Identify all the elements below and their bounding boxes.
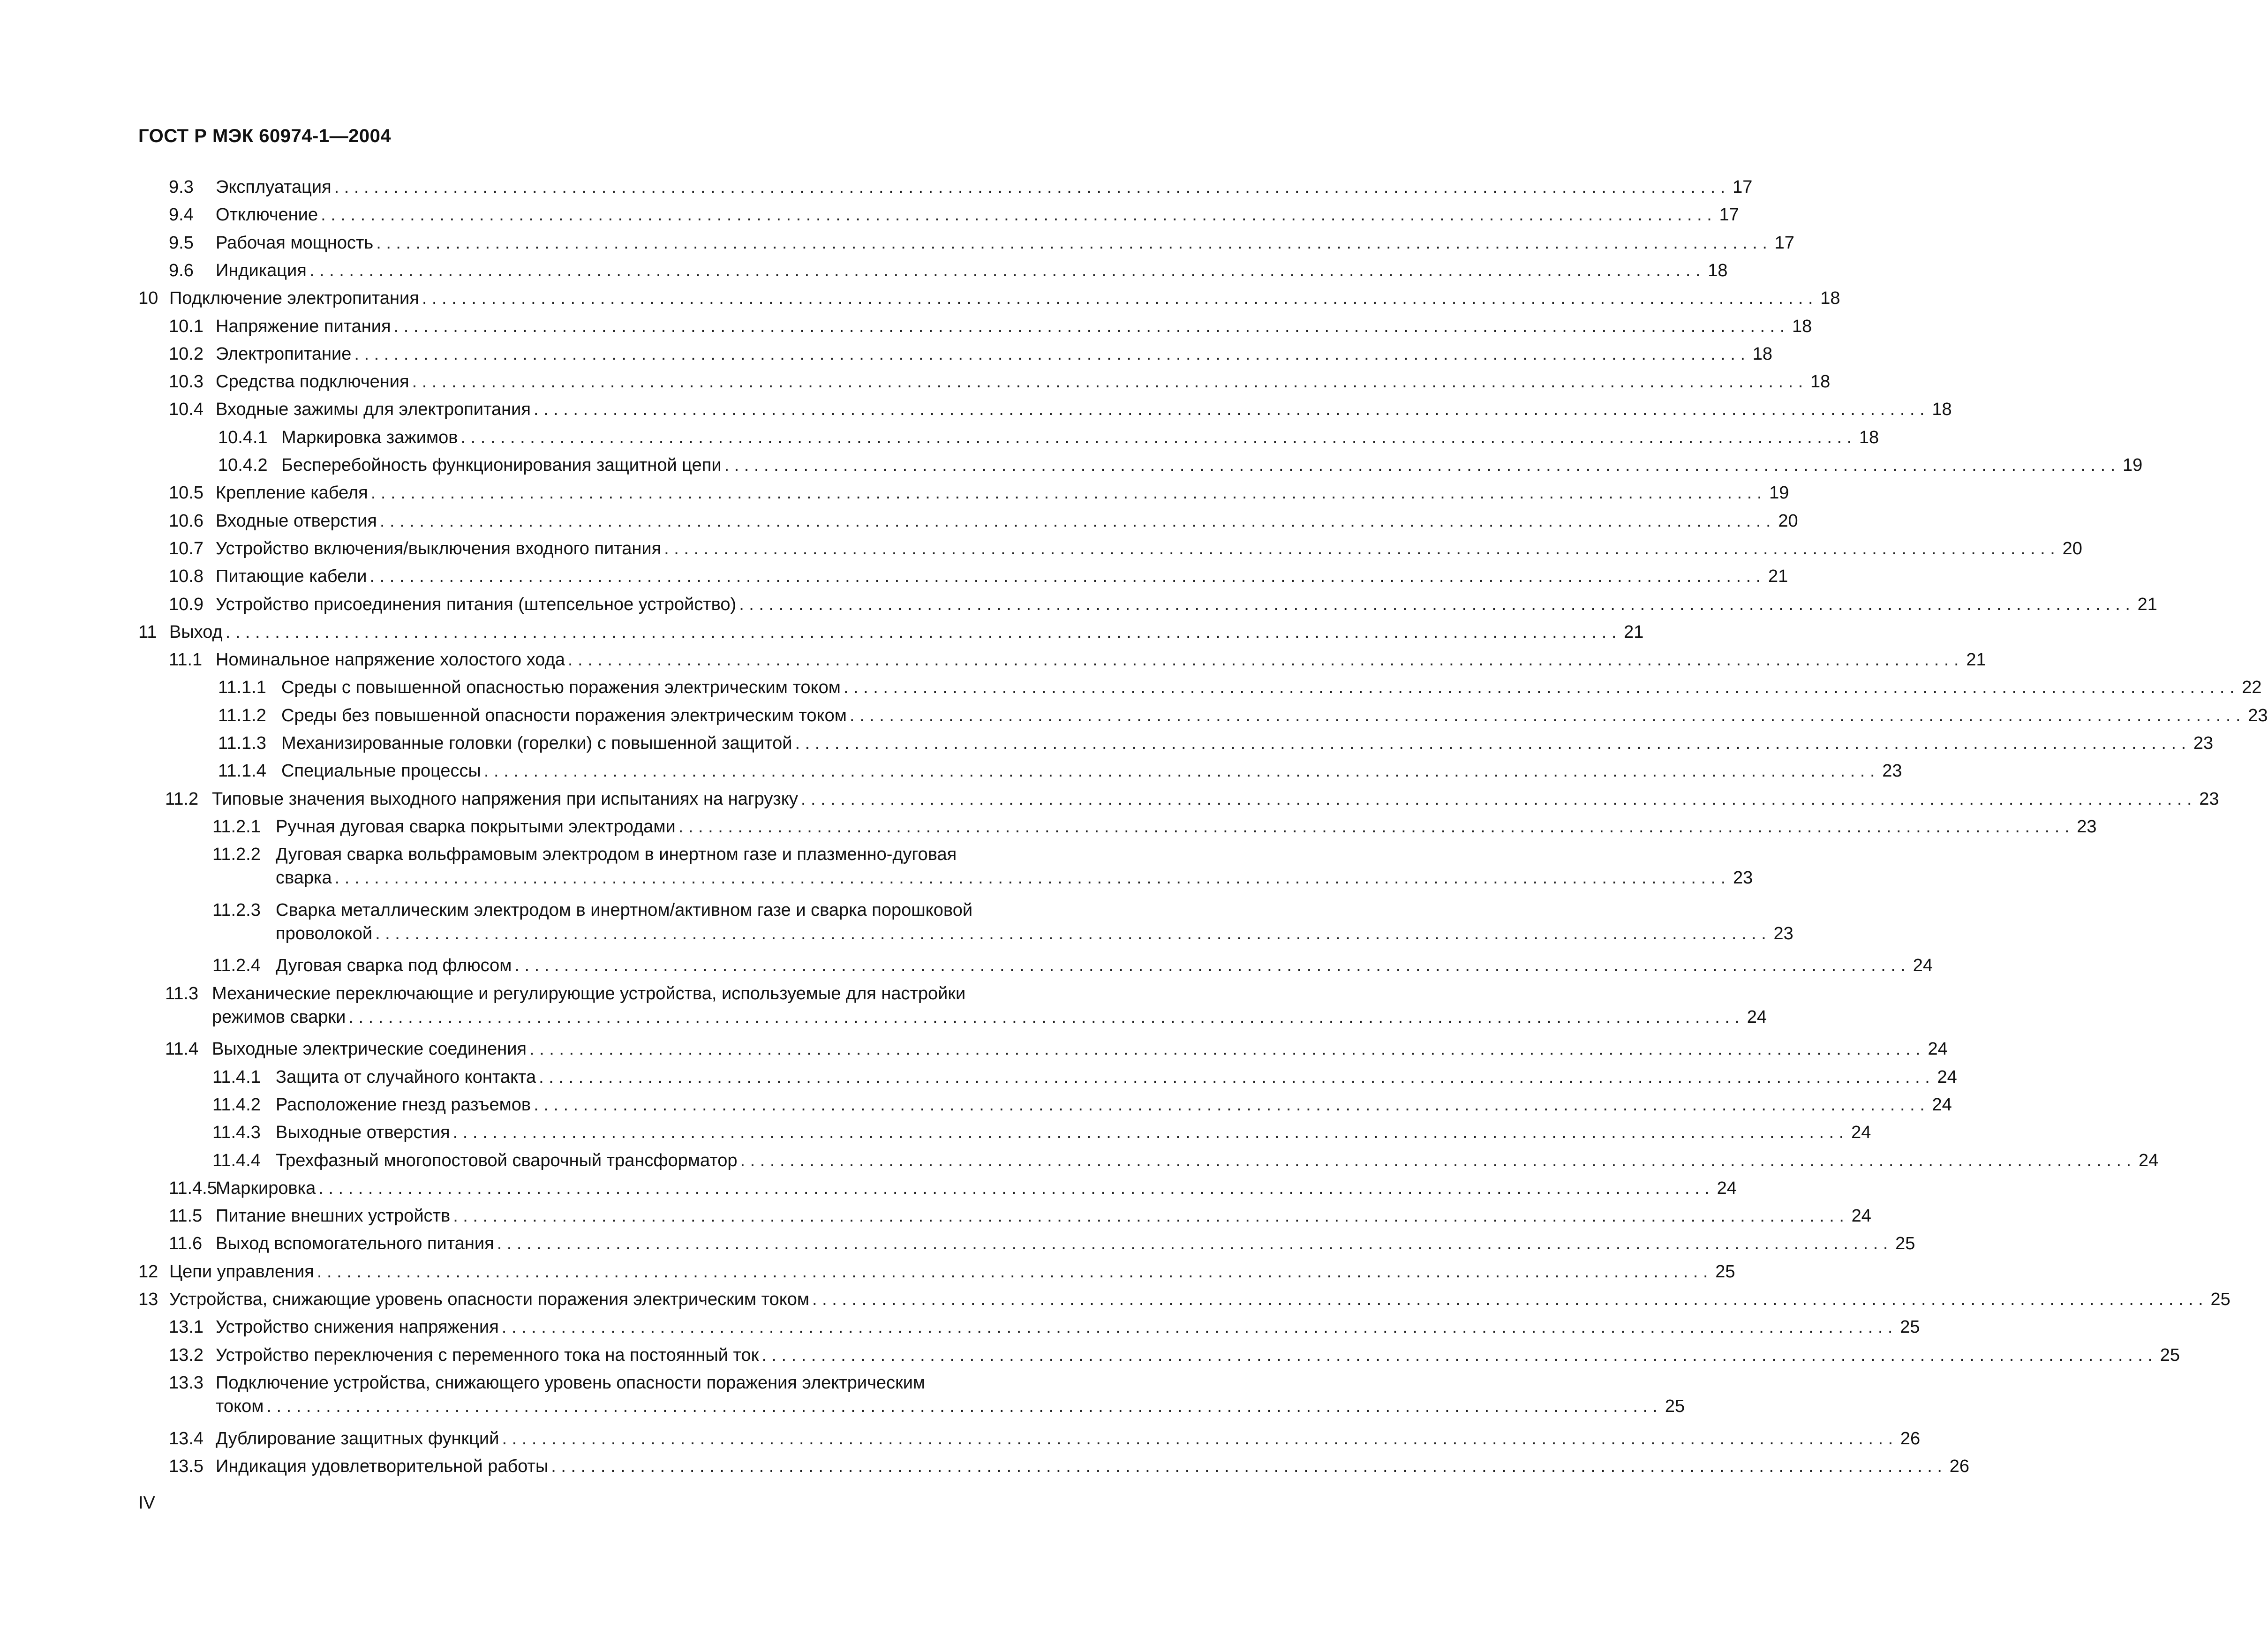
toc-entry-page: 26 xyxy=(1949,1456,1969,1476)
toc-entry xyxy=(165,1037,1948,1062)
toc-entry xyxy=(169,481,1789,506)
dot-leader xyxy=(226,620,1617,644)
toc-entry-title: Среды с повышенной опасностью поражения электрическим током xyxy=(281,678,841,698)
toc-entry-number: 9.4 xyxy=(169,205,194,225)
toc-entry xyxy=(212,898,1793,951)
toc-entry xyxy=(169,537,2082,561)
toc-entry-number: 10.5 xyxy=(169,483,203,503)
toc-entry-title: Механические переключающие и регулирующие устройства, используемые для настройки xyxy=(212,983,966,1004)
toc-entry-page: 18 xyxy=(1820,288,1840,309)
toc-entry-number: 11.4.4 xyxy=(212,1150,261,1170)
toc-entry-number: 13.3 xyxy=(169,1373,203,1393)
dot-leader xyxy=(724,453,2116,477)
dot-leader xyxy=(318,1177,1710,1200)
toc-entry-number: 11.5 xyxy=(169,1206,203,1226)
toc-entry-title: Подключение электропитания xyxy=(169,288,419,309)
toc-entry-number: 10.7 xyxy=(169,538,203,558)
toc-entry xyxy=(169,342,1773,367)
toc-entry-page: 25 xyxy=(1715,1261,1735,1282)
toc-entry xyxy=(138,287,1840,311)
dot-leader xyxy=(354,342,1745,366)
toc-entry-page: 21 xyxy=(1966,650,1986,670)
toc-entry-page: 24 xyxy=(1851,1206,1871,1226)
toc-entry-title: Бесперебойность функционирования защитной цепи xyxy=(281,455,722,475)
toc-entry xyxy=(212,1121,1871,1145)
toc-entry-page: 25 xyxy=(2160,1345,2180,1365)
toc-entry xyxy=(138,1260,1735,1284)
dot-leader xyxy=(370,565,1761,588)
toc-entry-page: 23 xyxy=(1882,761,1902,781)
toc-entry-number: 11.3 xyxy=(165,983,199,1004)
dot-leader xyxy=(380,509,1771,533)
toc-entry xyxy=(169,1371,1685,1424)
toc-entry-page: 18 xyxy=(1810,372,1831,392)
toc-entry xyxy=(169,175,1753,200)
toc-entry-page: 24 xyxy=(2138,1150,2159,1170)
toc-entry-page: 24 xyxy=(1747,1007,1767,1027)
toc-entry-title: Расположение гнезд разъемов xyxy=(276,1094,531,1115)
dot-leader xyxy=(502,1315,1893,1339)
toc-entry-title: Индикация xyxy=(216,260,307,280)
toc-entry-number: 11.2.2 xyxy=(212,845,261,865)
toc-entry xyxy=(169,203,1739,227)
toc-entry-number: 10.6 xyxy=(169,511,203,531)
toc-entry-number: 9.3 xyxy=(169,177,194,197)
toc-entry xyxy=(138,620,1644,645)
toc-entry-number: 13.4 xyxy=(169,1428,203,1449)
toc-entry xyxy=(212,1065,1957,1090)
toc-entry-page: 20 xyxy=(2062,538,2082,558)
toc-entry xyxy=(169,1315,1920,1340)
toc-entry-page: 24 xyxy=(1928,1039,1948,1059)
toc-entry-page: 24 xyxy=(1932,1094,1952,1115)
toc-entry-number: 10.4.1 xyxy=(218,427,268,447)
toc-entry-page: 25 xyxy=(2210,1290,2230,1309)
toc-entry-title: Эксплуатация xyxy=(216,177,332,197)
toc-entry-title: Индикация удовлетворительной работы xyxy=(216,1456,549,1476)
toc-entry-number: 11.4.5 xyxy=(169,1178,217,1198)
toc-entry-number: 13.1 xyxy=(169,1317,203,1337)
toc-entry-page: 23 xyxy=(1773,923,1793,943)
toc-entry-title: Крепление кабеля xyxy=(216,483,368,503)
toc-entry-number: 11.1.2 xyxy=(218,705,266,725)
toc-entry xyxy=(212,1093,1952,1117)
toc-entry xyxy=(169,259,1728,283)
page-number-footer: IV xyxy=(138,1493,155,1513)
toc-entry-number: 11 xyxy=(138,622,157,642)
toc-entry xyxy=(169,315,1812,339)
dot-leader xyxy=(551,1455,1942,1478)
toc-entry-title: Напряжение питания xyxy=(216,316,391,336)
toc-entry-page: 20 xyxy=(1778,511,1798,531)
toc-entry-title: Устройство включения/выключения входного питания xyxy=(216,538,662,558)
toc-entry-number: 10.8 xyxy=(169,566,203,587)
toc-entry xyxy=(169,565,1788,589)
toc-entry-title: проволокой xyxy=(276,923,373,943)
dot-leader xyxy=(484,759,1875,783)
toc-entry xyxy=(169,1427,1921,1451)
toc-entry-page: 23 xyxy=(1733,868,1753,888)
toc-entry-title: Выход вспомогательного питания xyxy=(216,1234,494,1254)
toc-entry-number: 11.4.3 xyxy=(212,1123,261,1143)
toc-entry-number: 13 xyxy=(138,1290,158,1309)
toc-entry-number: 11.1 xyxy=(169,650,203,670)
toc-entry-page: 25 xyxy=(1895,1234,1915,1254)
dot-leader xyxy=(317,1260,1708,1283)
dot-leader xyxy=(335,866,1726,890)
toc-entry-title: Выходные отверстия xyxy=(276,1123,450,1143)
toc-entry-number: 13.2 xyxy=(169,1345,203,1365)
dot-leader xyxy=(266,1395,1658,1418)
toc-entry xyxy=(169,231,1794,256)
toc-entry-number: 10 xyxy=(138,288,158,309)
toc-entry-number: 11.2.4 xyxy=(212,956,261,976)
toc-entry-title: Трехфазный многопостовой сварочный трансформатор xyxy=(276,1150,738,1170)
toc-entry-number: 12 xyxy=(138,1261,158,1282)
toc-entry-title: Устройство присоединения питания (штепсельное устройство) xyxy=(216,594,737,614)
toc-entry-page: 25 xyxy=(1900,1317,1920,1337)
dot-leader xyxy=(371,481,1762,505)
dot-leader xyxy=(514,954,1906,977)
dot-leader xyxy=(375,922,1766,945)
toc-entry-title: Питание внешних устройств xyxy=(216,1206,451,1226)
toc-entry xyxy=(169,593,2157,617)
toc-entry-title: Защита от случайного контакта xyxy=(276,1067,536,1087)
toc-entry-number: 11.2.3 xyxy=(212,900,261,920)
document-header: ГОСТ Р МЭК 60974-1—2004 xyxy=(138,126,392,146)
toc-entry-title: Устройство переключения с переменного тока на постоянный ток xyxy=(216,1345,759,1365)
toc-entry xyxy=(218,759,1902,784)
toc-entry-title: Номинальное напряжение холостого хода xyxy=(216,650,565,670)
dot-leader xyxy=(850,704,2241,727)
toc-entry xyxy=(218,676,2262,700)
toc-entry xyxy=(212,815,2097,839)
toc-entry-page: 21 xyxy=(1624,622,1644,642)
toc-entry xyxy=(212,954,1933,978)
toc-entry-title: Маркировка xyxy=(216,1178,316,1198)
toc-entry xyxy=(169,509,1798,534)
dot-leader xyxy=(502,1427,1893,1450)
toc-entry-page: 18 xyxy=(1708,260,1728,280)
dot-leader xyxy=(460,426,1852,449)
toc-entry-page: 23 xyxy=(2193,733,2214,753)
toc-entry-title: Сварка металлическим электродом в инертном/активном газе и сварка порошковой xyxy=(276,900,973,920)
toc-entry xyxy=(169,1177,1737,1201)
toc-entry-page: 19 xyxy=(1769,483,1789,503)
toc-entry-page: 18 xyxy=(1792,316,1812,336)
toc-entry xyxy=(138,1288,2230,1312)
toc-entry-number: 10.4.2 xyxy=(218,455,268,475)
toc-entry-number: 11.2 xyxy=(165,789,199,809)
toc-entry-page: 24 xyxy=(1851,1123,1871,1143)
toc-entry-page: 23 xyxy=(2077,816,2097,837)
dot-leader xyxy=(497,1232,1888,1255)
dot-leader xyxy=(412,370,1803,393)
toc-entry-page: 18 xyxy=(1932,400,1952,420)
toc-entry-number: 13.5 xyxy=(169,1456,203,1476)
dot-leader xyxy=(453,1121,1844,1144)
toc-entry-title: Устройство снижения напряжения xyxy=(216,1317,499,1337)
toc-entry-title: Цепи управления xyxy=(169,1261,314,1282)
toc-entry-title: Дуговая сварка вольфрамовым электродом в инертном газе и плазменно-дуговая xyxy=(276,845,957,865)
toc-entry-number: 10.3 xyxy=(169,372,203,392)
toc-entry-title: Маркировка зажимов xyxy=(281,427,458,447)
toc-entry xyxy=(165,787,2219,812)
toc-entry xyxy=(169,648,1986,672)
dot-leader xyxy=(453,1204,1844,1228)
toc-entry-title: Среды без повышенной опасности поражения электрическим током xyxy=(281,705,847,725)
dot-leader xyxy=(740,1149,2132,1172)
toc-entry-page: 19 xyxy=(2122,455,2143,475)
toc-entry-number: 10.9 xyxy=(169,594,203,614)
dot-leader xyxy=(422,287,1813,310)
dot-leader xyxy=(761,1343,2153,1367)
toc-entry xyxy=(218,426,1879,450)
dot-leader xyxy=(534,398,1925,421)
toc-entry xyxy=(218,453,2143,478)
toc-entry-page: 24 xyxy=(1937,1067,1957,1087)
toc-entry-number: 11.1.3 xyxy=(218,733,266,753)
toc-entry-title: Подключение устройства, снижающего уровень опасности поражения электрическим xyxy=(216,1373,926,1393)
toc-entry-title: Рабочая мощность xyxy=(216,233,374,253)
dot-leader xyxy=(394,315,1785,338)
toc-entry-title: Отключение xyxy=(216,205,318,225)
toc-entry-number: 11.2.1 xyxy=(212,816,261,837)
toc-entry-title: Выходные электрические соединения xyxy=(212,1039,527,1059)
toc-entry-title: Входные зажимы для электропитания xyxy=(216,400,531,420)
toc-entry xyxy=(169,1232,1915,1256)
dot-leader xyxy=(568,648,1959,672)
toc-entry-title: Устройства, снижающие уровень опасности поражения электрическим током xyxy=(169,1290,810,1309)
toc-entry-number: 11.4.1 xyxy=(212,1067,261,1087)
toc-entry-title: Механизированные головки (горелки) с повышенной защитой xyxy=(281,733,792,753)
toc-entry-title: Выход xyxy=(169,622,223,642)
toc-entry-title: Типовые значения выходного напряжения при испытаниях на нагрузку xyxy=(212,789,798,809)
toc-entry xyxy=(212,1149,2159,1173)
toc-entry-title: Электропитание xyxy=(216,344,352,364)
toc-entry-page: 26 xyxy=(1900,1428,1921,1449)
toc-entry-page: 17 xyxy=(1733,177,1753,197)
dot-leader xyxy=(321,203,1712,226)
toc-entry xyxy=(169,1343,2180,1368)
toc-entry-page: 24 xyxy=(1717,1178,1737,1198)
toc-entry xyxy=(169,1455,1969,1479)
dot-leader xyxy=(376,231,1767,255)
dot-leader xyxy=(534,1093,1925,1117)
dot-leader xyxy=(844,676,2235,699)
toc-entry-title: Средства подключения xyxy=(216,372,409,392)
toc-entry-number: 10.1 xyxy=(169,316,203,336)
toc-entry-page: 17 xyxy=(1719,205,1739,225)
toc-entry-page: 18 xyxy=(1752,344,1773,364)
toc-entry xyxy=(218,704,2268,728)
toc-entry-number: 9.5 xyxy=(169,233,194,253)
toc-entry-title: Дублирование защитных функций xyxy=(216,1428,499,1449)
toc-entry-title: Специальные процессы xyxy=(281,761,481,781)
toc-entry-page: 23 xyxy=(2199,789,2219,809)
toc-entry xyxy=(218,732,2214,756)
toc-entry-number: 11.4.2 xyxy=(212,1094,261,1115)
toc-entry-number: 11.1.4 xyxy=(218,761,266,781)
toc-entry-page: 21 xyxy=(2137,594,2157,614)
toc-entry-title: Дуговая сварка под флюсом xyxy=(276,956,512,976)
dot-leader xyxy=(678,815,2070,838)
toc-entry-page: 25 xyxy=(1665,1396,1685,1416)
dot-leader xyxy=(739,593,2130,616)
toc-entry-title: режимов сварки xyxy=(212,1007,346,1027)
toc-entry-number: 10.4 xyxy=(169,400,203,420)
toc-entry-page: 22 xyxy=(2242,678,2262,698)
dot-leader xyxy=(664,537,2055,560)
toc-entry-number: 11.1.1 xyxy=(218,678,266,698)
toc-entry-number: 11.6 xyxy=(169,1234,203,1254)
toc-entry xyxy=(169,398,1952,422)
dot-leader xyxy=(529,1037,1921,1061)
dot-leader xyxy=(801,787,2192,811)
toc-entry xyxy=(169,370,1831,394)
toc-entry-page: 18 xyxy=(1859,427,1879,447)
toc-entry-number: 9.6 xyxy=(169,260,194,280)
dot-leader xyxy=(348,1005,1740,1029)
toc-entry-title: Входные отверстия xyxy=(216,511,377,531)
toc-entry-page: 24 xyxy=(1913,956,1933,976)
toc-entry-page: 23 xyxy=(2248,705,2268,725)
dot-leader xyxy=(812,1288,2203,1311)
dot-leader xyxy=(795,732,2186,755)
toc-entry-title: Питающие кабели xyxy=(216,566,367,587)
dot-leader xyxy=(334,175,1725,199)
toc-entry-number: 10.2 xyxy=(169,344,203,364)
toc-entry-title: током xyxy=(216,1396,264,1416)
toc-entry xyxy=(169,1204,1871,1229)
toc-entry-page: 17 xyxy=(1774,233,1794,253)
dot-leader xyxy=(309,259,1701,282)
toc-entry xyxy=(212,843,1753,895)
toc-entry-page: 21 xyxy=(1768,566,1788,587)
toc-entry-title: Ручная дуговая сварка покрытыми электродами xyxy=(276,816,676,837)
toc-entry xyxy=(165,982,1767,1034)
toc-entry-number: 11.4 xyxy=(165,1039,199,1059)
dot-leader xyxy=(539,1065,1930,1089)
toc-entry-title: сварка xyxy=(276,868,332,888)
